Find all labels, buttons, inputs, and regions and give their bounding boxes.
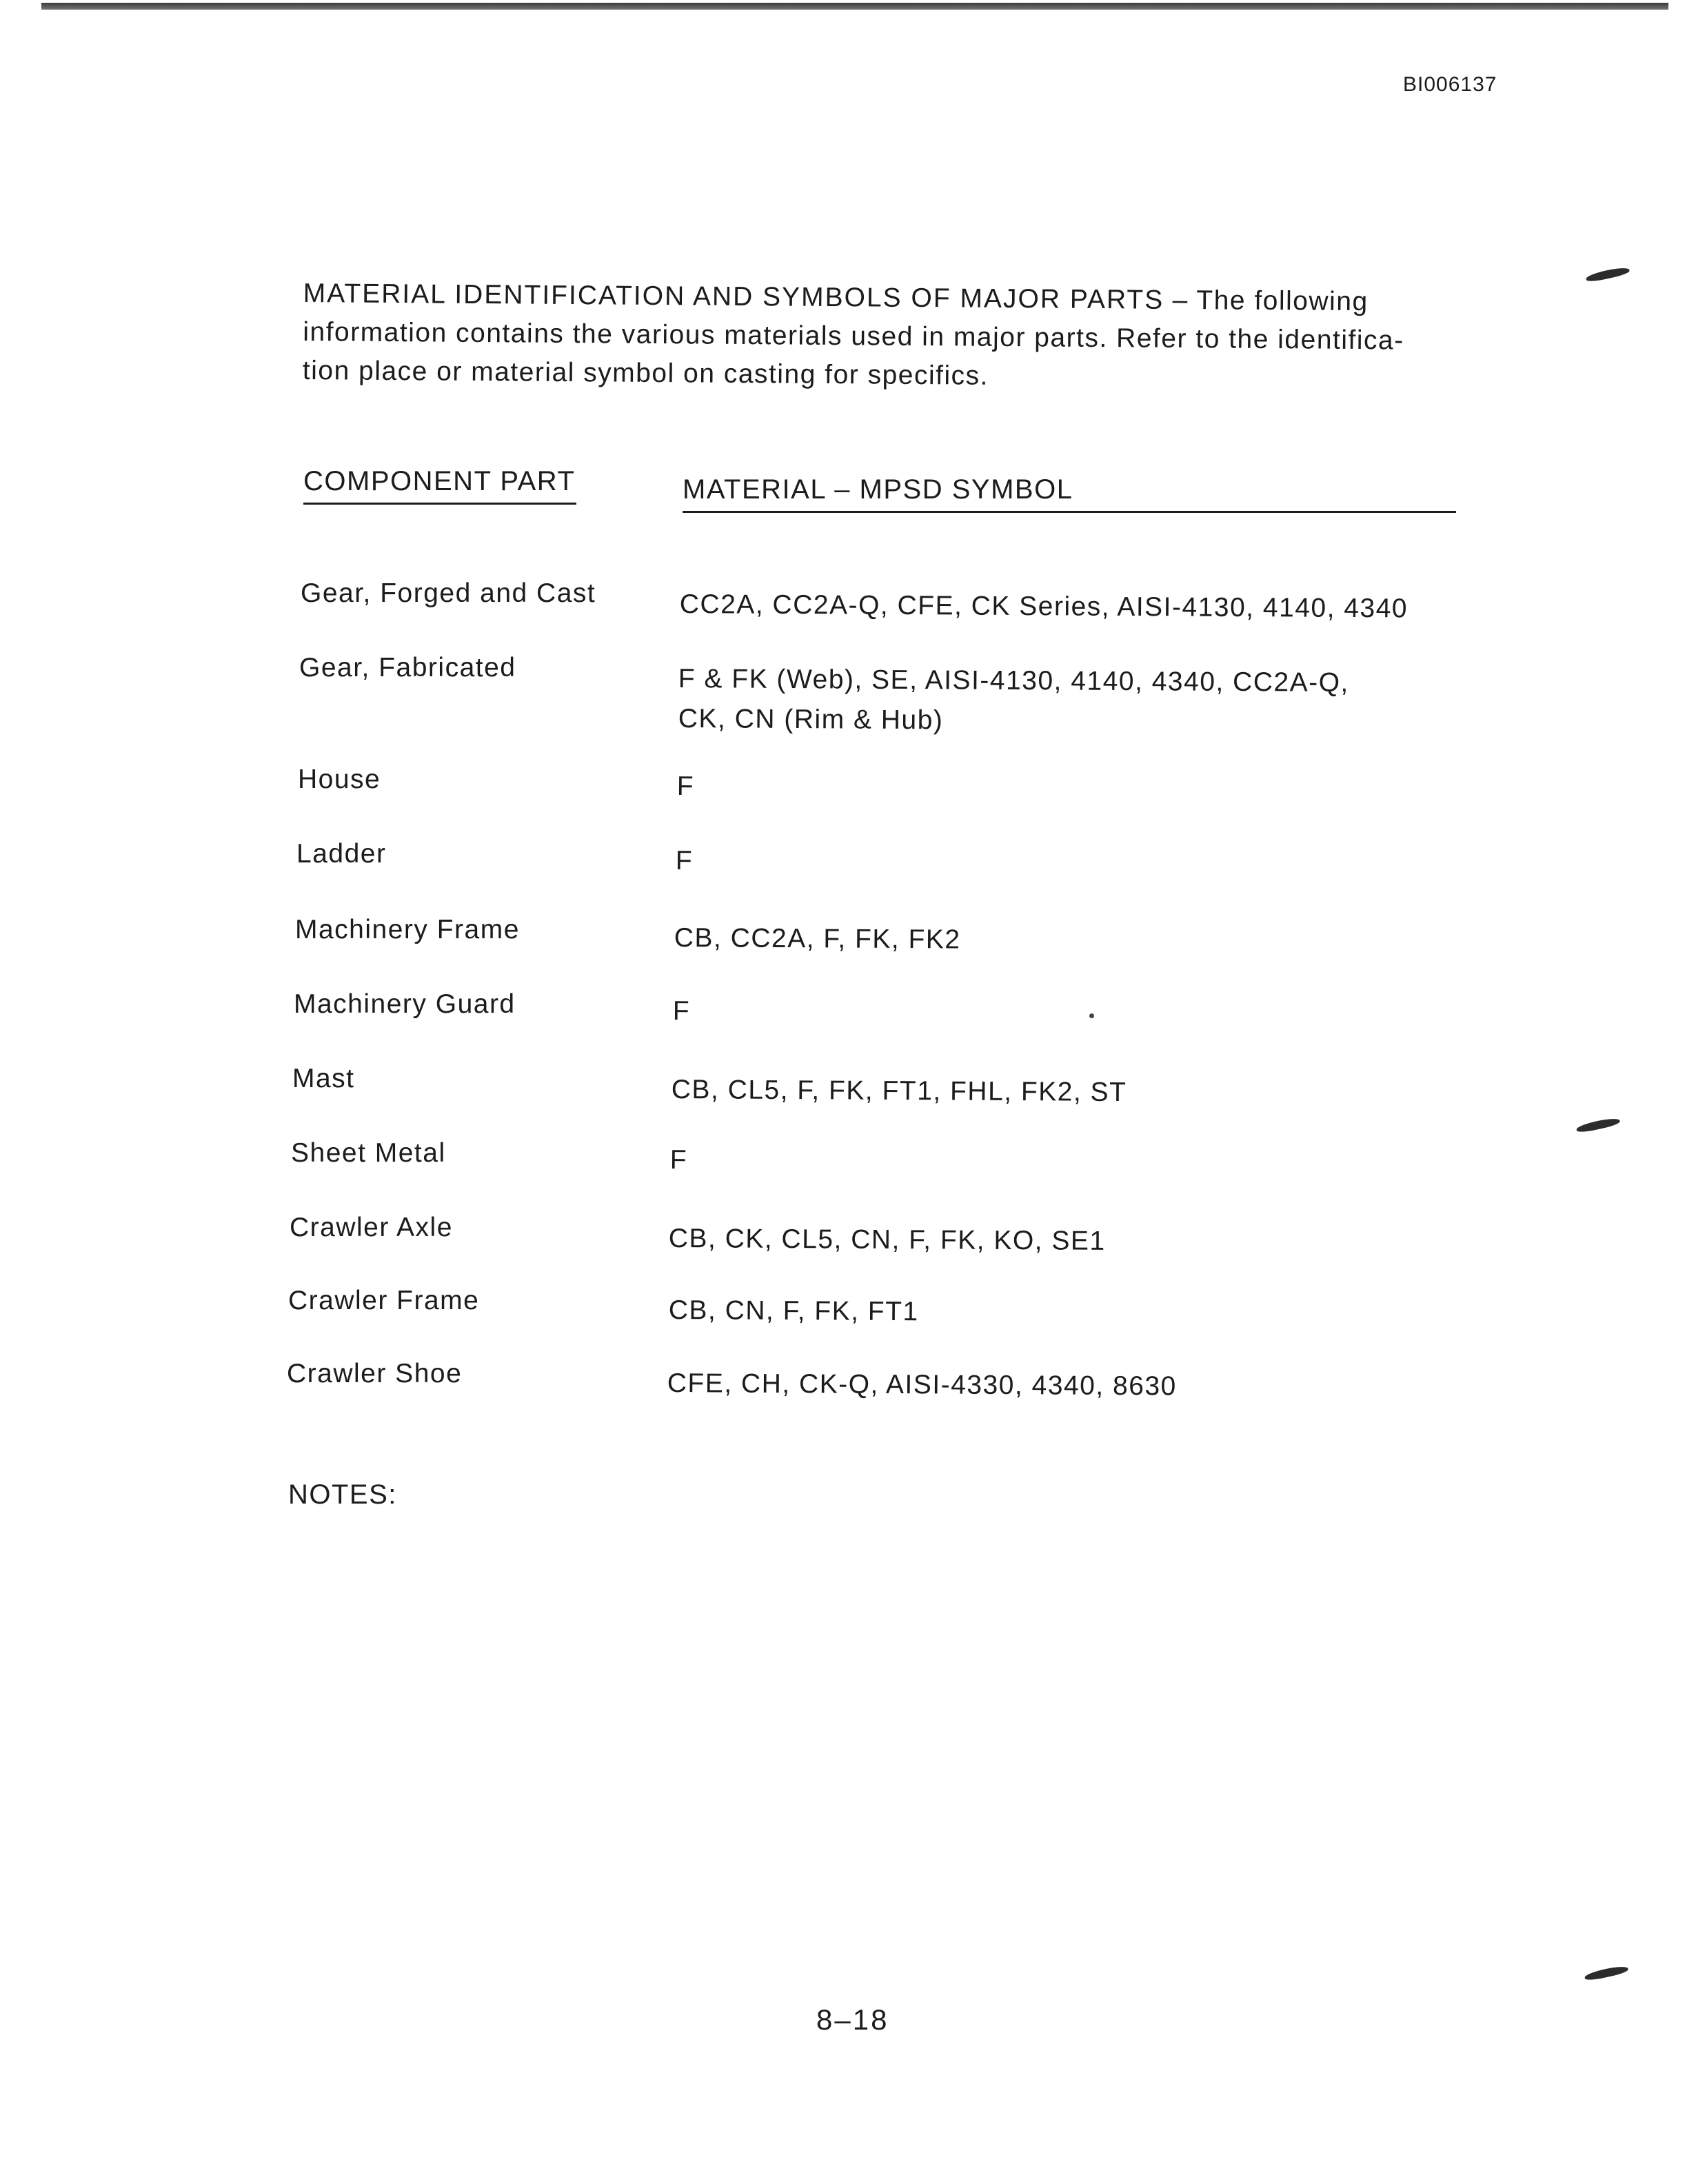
page-number: 8–18 — [816, 2003, 889, 2036]
notes-label: NOTES: — [288, 1479, 397, 1510]
intro-line-3: tion place or material symbol on casting for specifics. — [302, 355, 989, 391]
row-material-mast: CB, CL5, F, FK, FT1, FHL, FK2, ST — [671, 1074, 1127, 1108]
row-material-machinery-frame: CB, CC2A, F, FK, FK2 — [674, 922, 961, 955]
row-part-house: House — [298, 765, 381, 794]
row-material-gear-forged-cast: CC2A, CC2A-Q, CFE, CK Series, AISI-4130, 4140, 4340 — [679, 589, 1409, 624]
row-material-ladder: F — [675, 845, 694, 876]
row-material-house: F — [676, 771, 695, 802]
document-id: BI006137 — [1403, 73, 1497, 96]
row-part-sheet-metal: Sheet Metal — [291, 1138, 446, 1168]
scan-speck — [1089, 1013, 1094, 1018]
intro-line-2: information contains the various materials used in major parts. Refer to the identifica- — [303, 316, 1404, 356]
intro-lead-heading: MATERIAL IDENTIFICATION AND SYMBOLS OF MAJOR PARTS — [303, 278, 1164, 315]
material-header-label: MATERIAL – MPSD SYMBOL — [683, 474, 1073, 505]
row-part-machinery-guard: Machinery Guard — [294, 989, 516, 1019]
row-material-sheet-metal: F — [669, 1144, 688, 1175]
row-material-crawler-frame: CB, CN, F, FK, FT1 — [668, 1295, 919, 1327]
intro-dash: – — [1164, 285, 1197, 316]
row-part-crawler-shoe: Crawler Shoe — [287, 1359, 463, 1388]
row-part-crawler-axle: Crawler Axle — [290, 1213, 453, 1242]
intro-line-1-rest: The following — [1196, 285, 1369, 317]
row-material-gear-fabricated: F & FK (Web), SE, AISI-4130, 4140, 4340, CC2A-Q, — [678, 663, 1349, 698]
row-part-gear-fabricated: Gear, Fabricated — [299, 653, 516, 682]
row-material-gear-fabricated-line-2: CK, CN (Rim & Hub) — [678, 703, 944, 736]
row-part-machinery-frame: Machinery Frame — [295, 915, 520, 944]
row-part-gear-forged-cast: Gear, Forged and Cast — [301, 578, 596, 608]
row-material-crawler-axle: CB, CK, CL5, CN, F, FK, KO, SE1 — [668, 1223, 1106, 1256]
row-material-machinery-guard: F — [672, 995, 691, 1027]
row-material-crawler-shoe: CFE, CH, CK-Q, AISI-4330, 4340, 8630 — [667, 1368, 1177, 1402]
row-part-mast: Mast — [292, 1064, 355, 1093]
row-part-crawler-frame: Crawler Frame — [288, 1286, 480, 1315]
row-part-ladder: Ladder — [296, 839, 387, 869]
component-part-header-label: COMPONENT PART — [303, 466, 576, 496]
